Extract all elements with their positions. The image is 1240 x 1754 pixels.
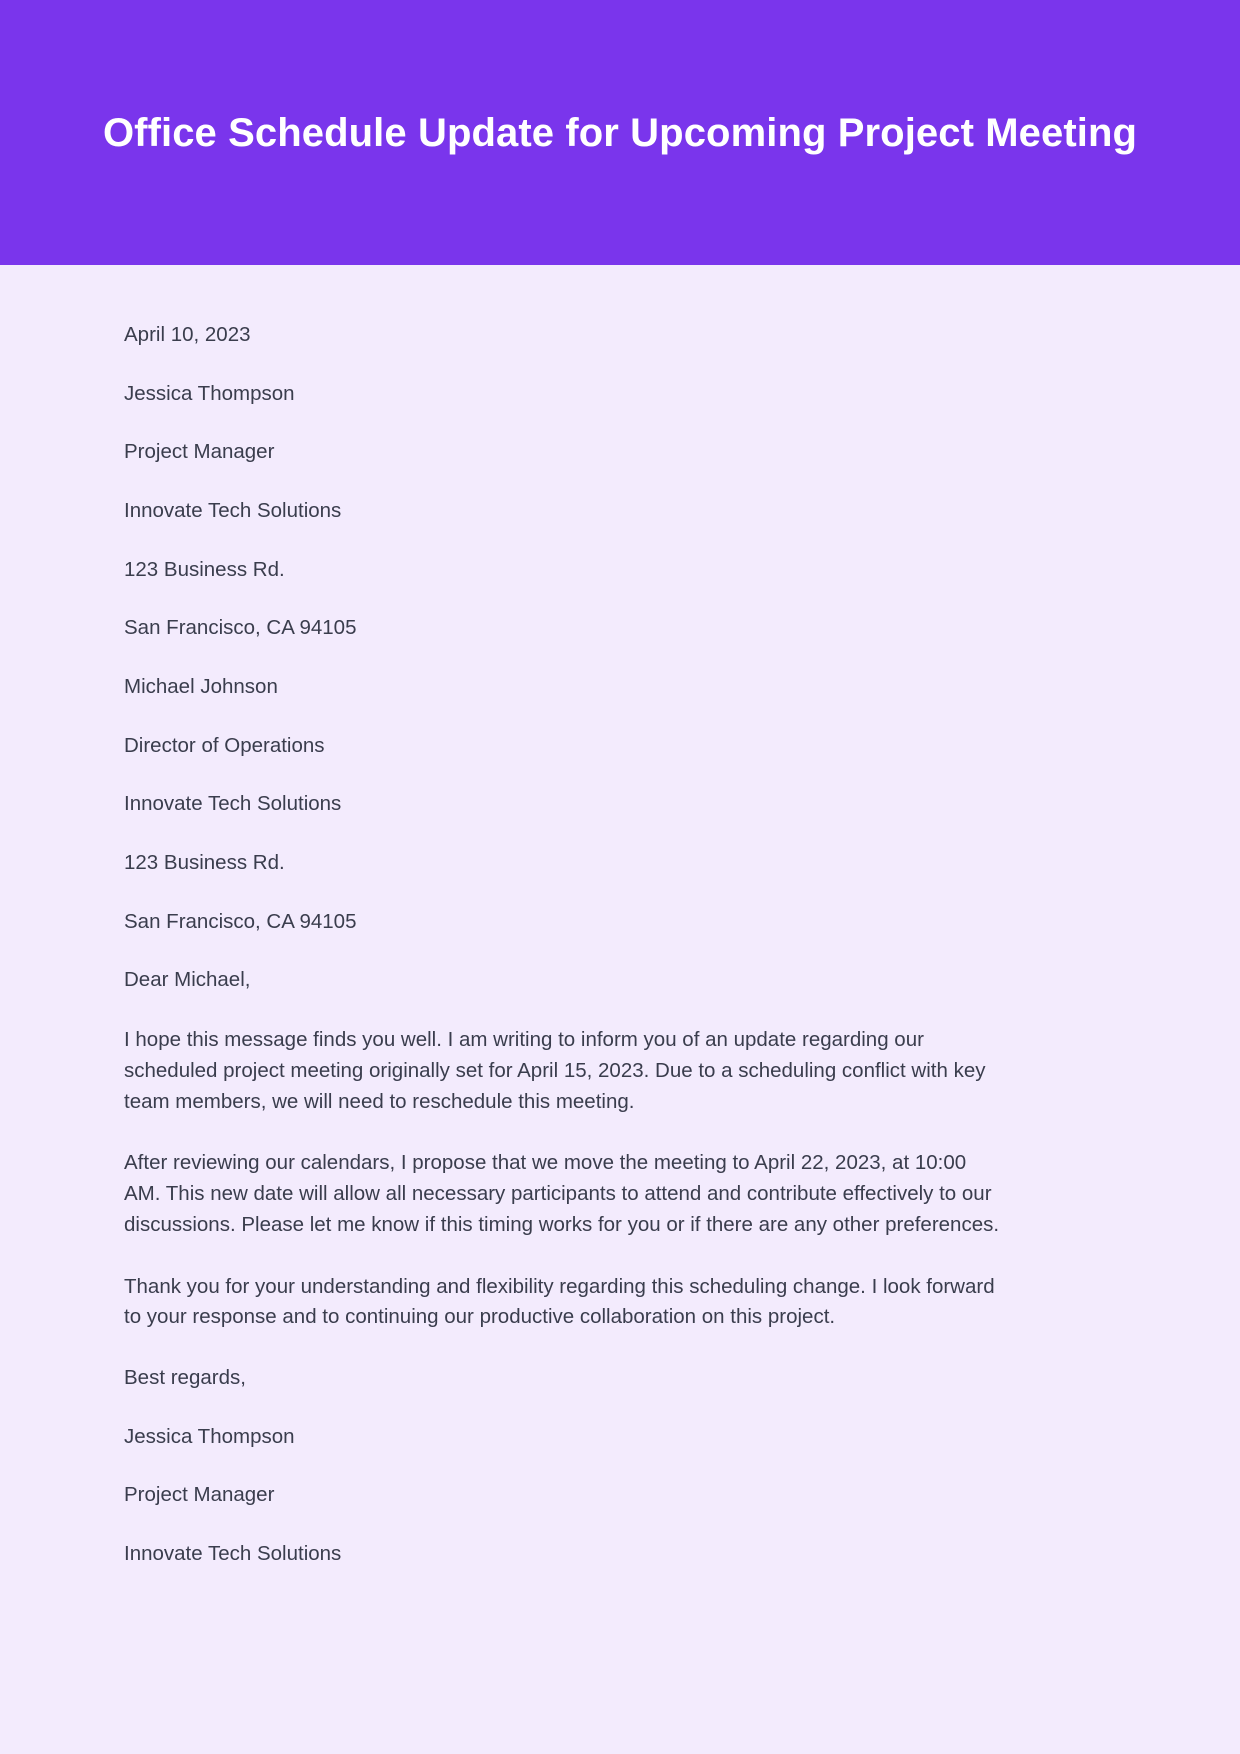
sender-street: 123 Business Rd. [124, 557, 285, 581]
recipient-city-state-zip: San Francisco, CA 94105 [124, 909, 357, 933]
body-paragraph-2: After reviewing our calendars, I propose that we move the meeting to April 22, 2023, at 10:00 AM. This new date will allow all necessary participants to attend and contribute effectively to our discussions. Please let me know if this timing works for you or if there are any other preferences. [124, 1151, 1000, 1236]
recipient-street: 123 Business Rd. [124, 851, 285, 875]
recipient-name: Michael Johnson [124, 675, 278, 699]
document-header-banner [0, 0, 1240, 265]
sender-company: Innovate Tech Solutions [124, 499, 342, 523]
recipient-title: Director of Operations [124, 733, 325, 757]
body-paragraph-3: Thank you for your understanding and flexibility regarding this scheduling change. I look forward to your response and to continuing our productive collaboration on this project. [124, 1274, 995, 1329]
signature-title: Project Manager [124, 1483, 275, 1507]
salutation: Dear Michael, [124, 968, 251, 992]
closing-salutation: Best regards, [124, 1366, 246, 1390]
signature-company: Innovate Tech Solutions [124, 1542, 342, 1566]
body-paragraph-1: I hope this message finds you well. I am writing to inform you of an update regarding our scheduled project meeting originally set for April 15, 2023. Due to a scheduling conflict with key team members, we will need to reschedule this meeting. [124, 1028, 986, 1113]
recipient-company: Innovate Tech Solutions [124, 792, 342, 816]
page-title: Office Schedule Update for Upcoming Project Meeting [102, 110, 1138, 155]
sender-name: Jessica Thompson [124, 381, 295, 405]
letter-date: April 10, 2023 [124, 323, 251, 346]
signature-name: Jessica Thompson [124, 1424, 295, 1448]
sender-city-state-zip: San Francisco, CA 94105 [124, 616, 357, 640]
sender-title: Project Manager [124, 440, 275, 464]
letter-body [0, 265, 1240, 1648]
